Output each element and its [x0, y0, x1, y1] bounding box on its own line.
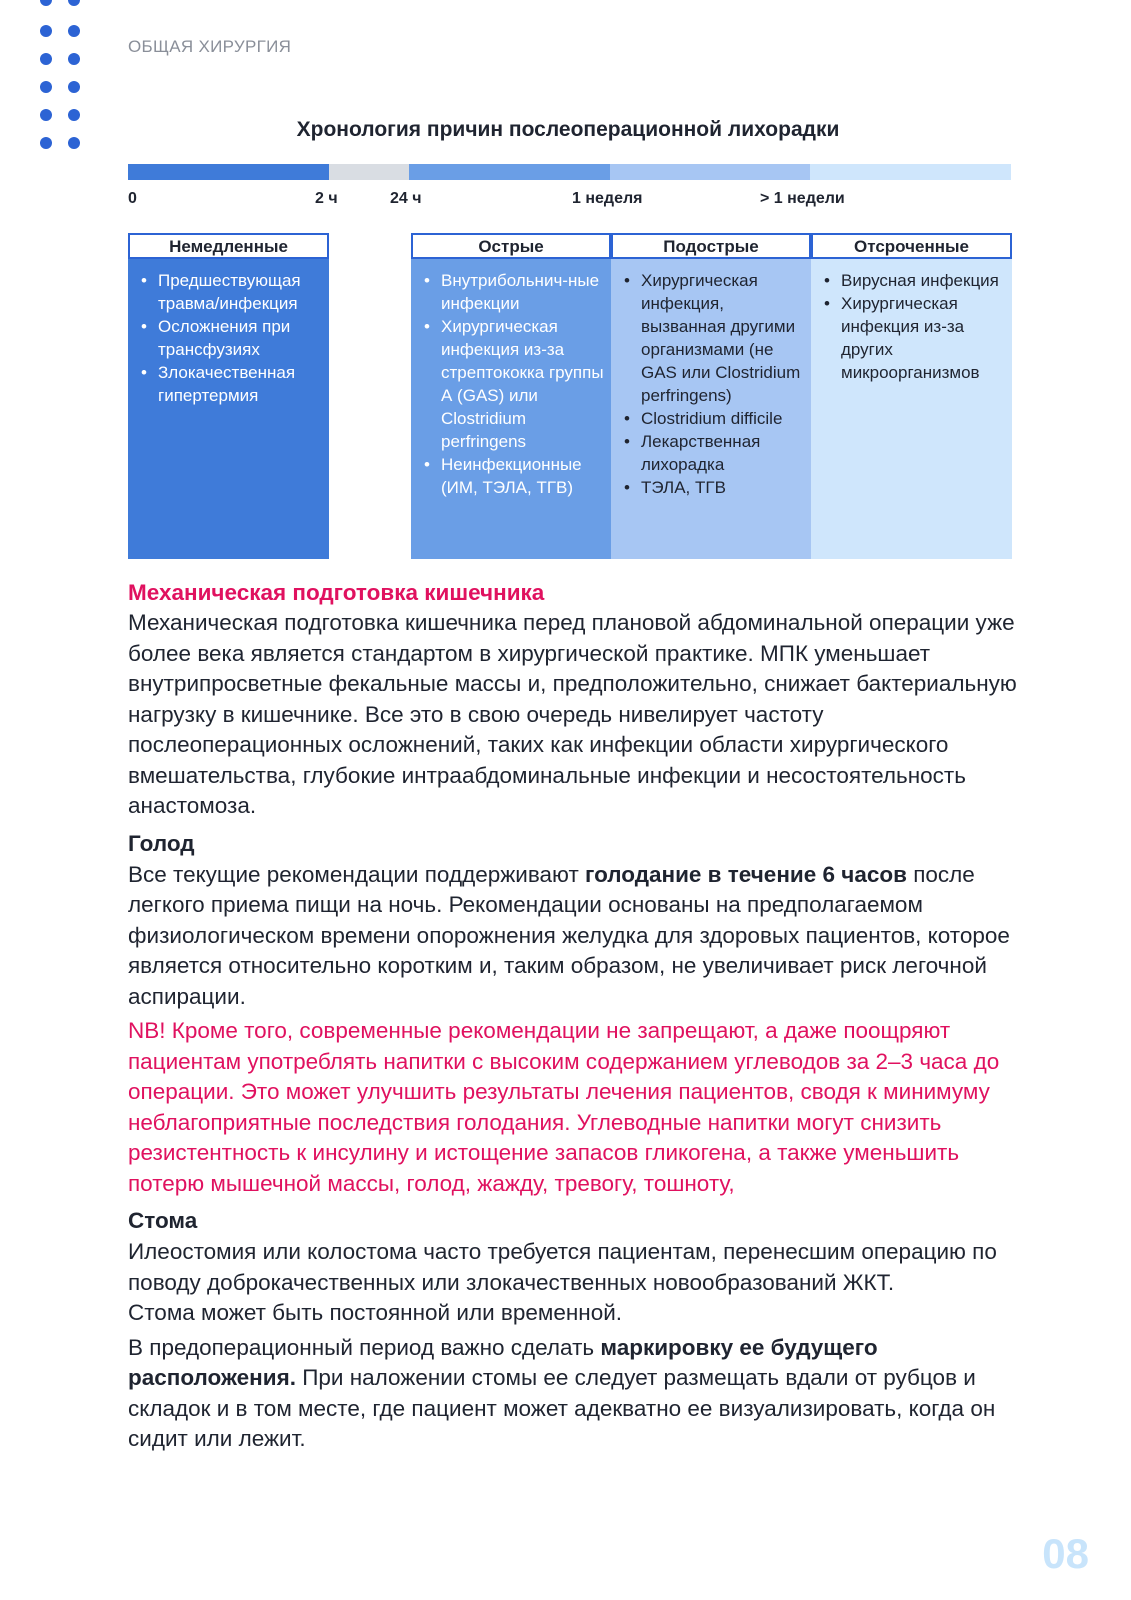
fasting-text: Все текущие рекомендации поддерживают [128, 861, 585, 887]
column-subacute [611, 233, 811, 559]
list-item: • Вирусная инфекция [821, 269, 1006, 292]
column-immediate [128, 233, 329, 559]
timeline-bar-segment-4 [810, 164, 1011, 180]
stoma-emphasis: маркировку ее будущего расположения. [128, 1334, 878, 1390]
list-item: • Clostridium difficile [621, 407, 805, 430]
timeline-bar-segment-1 [329, 164, 409, 180]
fasting-emphasis: голодание в течение 6 часов [585, 861, 907, 887]
page-number: 08 [1042, 1530, 1089, 1577]
mbp-paragraph: Механическая подготовка кишечника перед плановой абдоминальной операции уже более века является стандартом в хирургической практике. МПК уменьшает внутрипросветные фекальные массы и, предположительно, снижает бактериальную нагрузку в кишечнике. Все это в свою очередь нивелирует частоту послеоперационных осложнений, таких как инфекции области хирургического вмешательства, глубокие интраабдоминальные инфекции и несостоятельность анастомоза. [128, 610, 1017, 818]
timeline-tick: 1 неделя [572, 190, 643, 207]
dot-grid-decoration [40, 0, 90, 150]
fasting-note: NB! Кроме того, современные рекомендации не запрещают, а даже поощряют пациентам употреблять напитки с высоким содержанием углеводов за 2–3 часа до операции. Это может улучшить результаты лечения пациентов, сводя к минимуму неблагоприятные последствия голодания. Углеводные напитки могут снизить резистентность к инсулину и истощение запасов гликогена, а также уменьшить потерю мышечной массы, голод, жажду, тревогу, тошноту, [128, 1018, 1000, 1196]
fasting-paragraph [128, 860, 1018, 1013]
timeline-bar-segment-2 [409, 164, 610, 180]
list-item: • Неинфекционные (ИМ, ТЭЛА, ТГВ) [421, 453, 605, 499]
stoma-paragraph-2: Стома может быть постоянной или временной. [128, 1300, 623, 1325]
list-item: • Предшествующая травма/инфекция [138, 269, 323, 315]
column-title: Острые [411, 233, 611, 259]
list-item: • Злокачественная гипертермия [138, 361, 323, 407]
timeline-bar-segment-3 [610, 164, 810, 180]
timeline-tick: 24 ч [390, 190, 422, 207]
timeline-tick: 2 ч [315, 190, 338, 207]
list-item: • ТЭЛА, ТГВ [621, 476, 805, 499]
list-item: • Внутрибольнич-ные инфекции [421, 269, 605, 315]
column-title: Отсроченные [811, 233, 1012, 259]
section-label: ОБЩАЯ ХИРУРГИЯ [128, 37, 292, 56]
timeline-tick: > 1 недели [760, 190, 845, 207]
column-title: Подострые [611, 233, 811, 259]
timeline-title: Хронология причин послеоперационной лихорадки [296, 118, 840, 141]
main-content [128, 578, 1018, 1455]
mbp-heading: Механическая подготовка кишечника [128, 580, 545, 605]
list-item: • Хирургическая инфекция, вызванная другими организмами (не GAS или Clostridium perfringens) [621, 269, 805, 407]
column-acute [411, 233, 611, 559]
timeline-tick: 0 [128, 190, 137, 207]
fasting-text-rest: после легкого приема пищи на ночь. Рекомендации основаны на предполагаемом физиологическом времени опорожнения желудка для здоровых пациентов, которое является относительно коротким и, таким образом, не увеличивает риск легочной аспирации. [128, 861, 1010, 1009]
timeline-bar-segment-0 [128, 164, 329, 180]
column-delayed [811, 233, 1012, 559]
list-item: • Хирургическая инфекция из-за других микроорганизмов [821, 292, 1006, 384]
list-item: • Хирургическая инфекция из-за стрептококка группы А (GAS) или Clostridium perfringens [421, 315, 605, 453]
stoma-heading: Стома [128, 1208, 198, 1233]
fasting-heading: Голод [128, 830, 195, 856]
stoma-paragraph-3 [128, 1333, 1018, 1455]
list-item: • Осложнения при трансфузиях [138, 315, 323, 361]
stoma-text-rest: При наложении стомы ее следует размещать вдали от рубцов и складок и в том месте, где пациент может адекватно ее визуализировать, когда он сидит или лежит. [128, 1365, 996, 1451]
list-item: • Лекарственная лихорадка [621, 430, 805, 476]
column-title: Немедленные [128, 233, 329, 259]
stoma-paragraph-1: Илеостомия или колостома часто требуется пациентам, перенесшим операцию по поводу доброкачественных или злокачественных новообразований ЖКТ. [128, 1239, 997, 1295]
stoma-text: В предоперационный период важно сделать [128, 1334, 601, 1360]
